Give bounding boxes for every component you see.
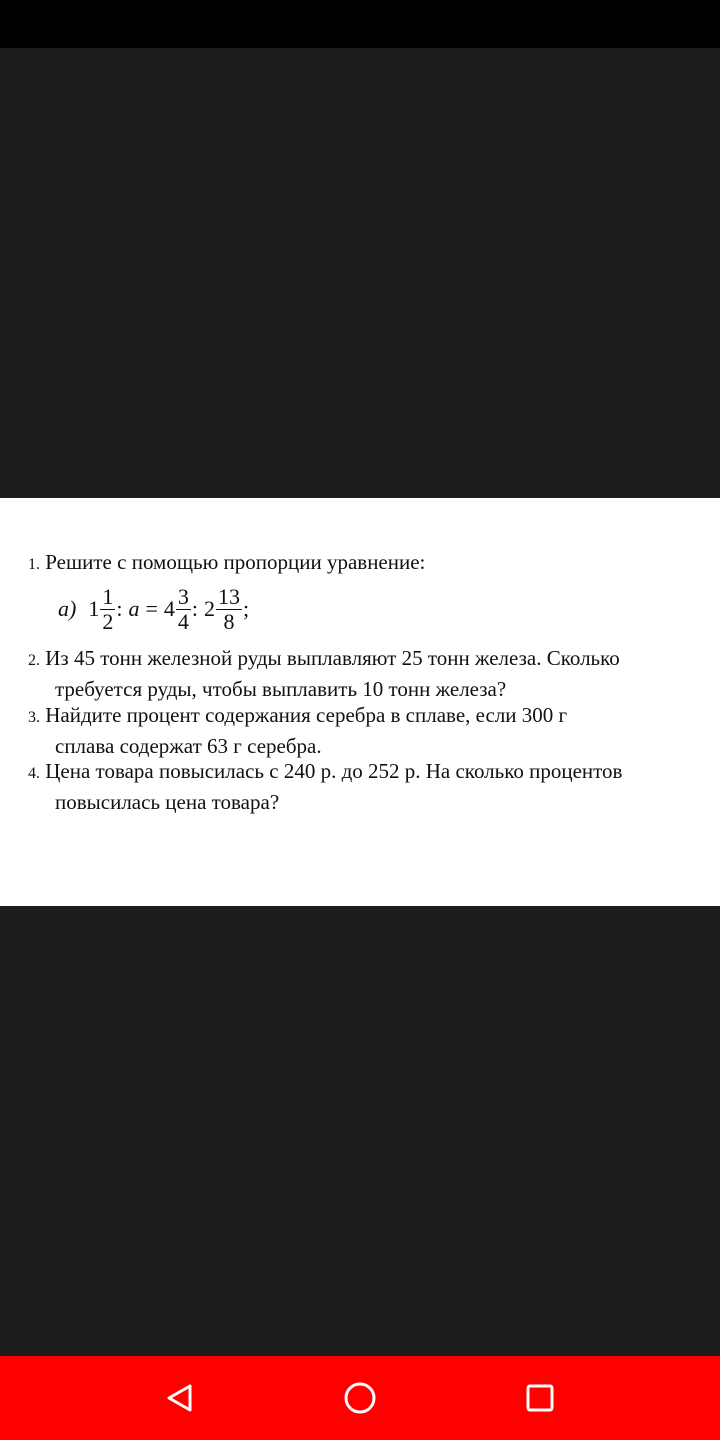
task-number: 2. <box>28 652 40 669</box>
fraction-3 <box>216 585 242 634</box>
status-bar <box>0 0 720 48</box>
term3-whole: 2 <box>204 596 215 621</box>
recents-button[interactable] <box>520 1378 560 1418</box>
task-3 <box>28 701 718 760</box>
fraction-numerator: 13 <box>218 583 240 609</box>
term1-whole: 1 <box>88 596 100 621</box>
task-4 <box>28 757 718 816</box>
back-button[interactable] <box>160 1378 200 1418</box>
home-circle-icon <box>343 1381 377 1415</box>
task-text-line-2: сплава содержат 63 г серебра. <box>55 734 322 758</box>
task-number: 4. <box>28 765 40 782</box>
fraction-denominator: 8 <box>223 608 235 634</box>
fraction-1 <box>100 585 115 634</box>
fraction-numerator: 1 <box>102 583 114 609</box>
fraction-2 <box>176 585 191 634</box>
task-text-line-1: Из 45 тонн железной руды выплавляют 25 тонн железа. Сколько <box>45 646 620 670</box>
task-text-line-2: требуется руды, чтобы выплавить 10 тонн железа? <box>55 677 507 701</box>
term2-whole: 4 <box>163 596 175 621</box>
fraction-denominator: 2 <box>102 608 114 634</box>
recents-square-icon <box>525 1383 555 1413</box>
task-text-line-1: Цена товара повысилась с 240 р. до 252 р. На сколько процентов <box>45 759 623 783</box>
navigation-bar <box>0 1356 720 1440</box>
equals-sign: = <box>145 596 158 621</box>
colon: : <box>116 596 123 621</box>
home-button[interactable] <box>340 1378 380 1418</box>
task-1 <box>28 548 718 579</box>
semicolon: ; <box>243 596 250 621</box>
task-text: Решите с помощью пропорции уравнение: <box>45 550 426 574</box>
task-number: 1. <box>28 556 40 573</box>
task-text-line-1: Найдите процент содержания серебра в сплаве, если 300 г <box>45 703 568 727</box>
task-2 <box>28 644 718 703</box>
equation <box>58 578 249 640</box>
back-triangle-icon <box>165 1383 195 1413</box>
worksheet-photo[interactable] <box>0 498 720 906</box>
fraction-denominator: 4 <box>177 608 189 634</box>
task-text-line-2: повысилась цена товара? <box>55 790 280 814</box>
variable: а <box>128 596 140 621</box>
colon: : <box>191 596 198 621</box>
eq-label: а) <box>58 596 77 621</box>
task-number: 3. <box>28 709 40 726</box>
fraction-numerator: 3 <box>177 583 189 609</box>
